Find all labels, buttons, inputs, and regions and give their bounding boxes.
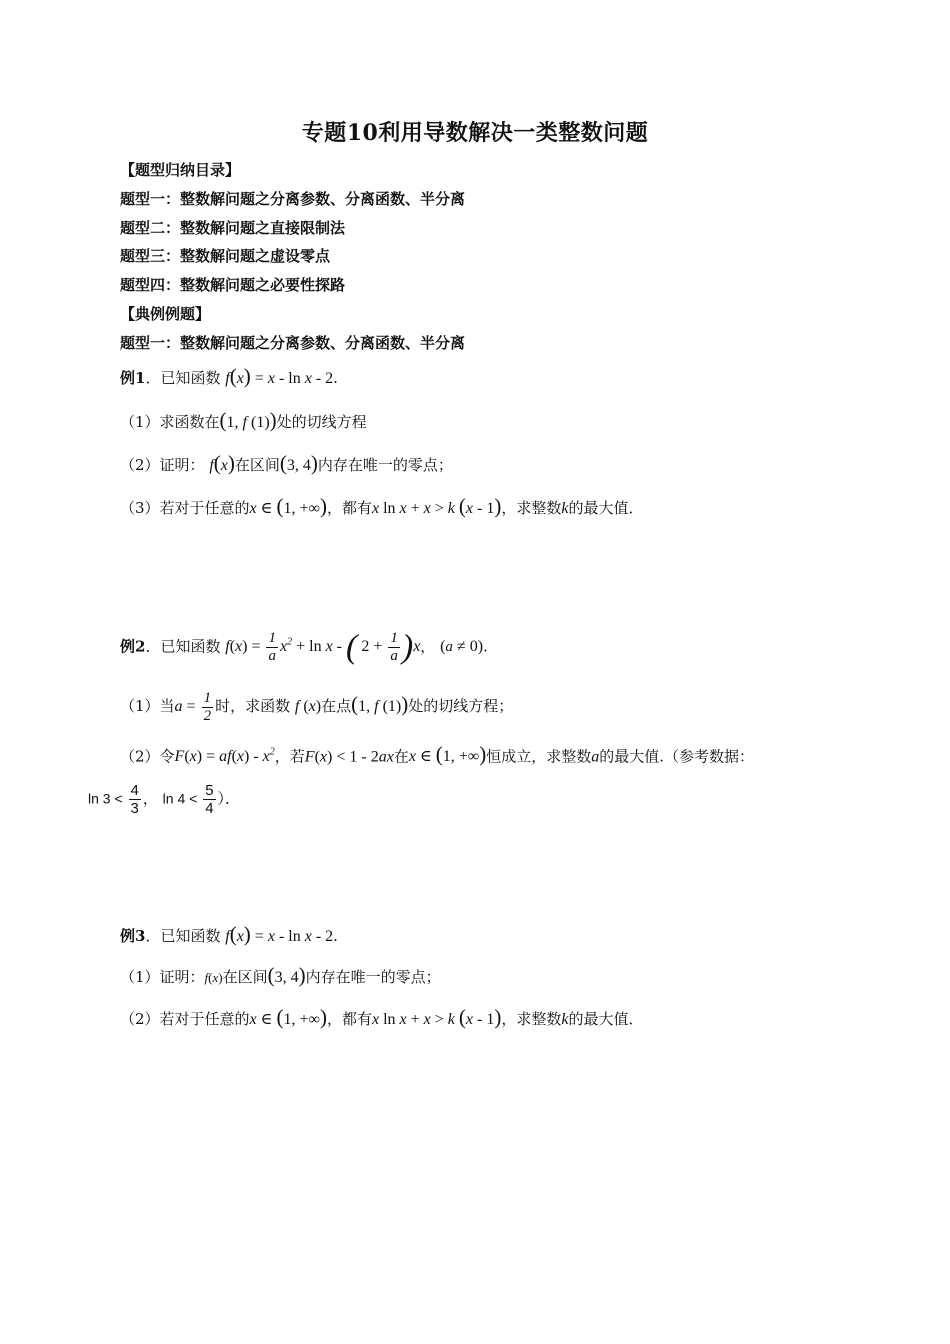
ex1-q2: （2）证明： f(x)在区间(3, 4)内存在唯一的零点； (120, 451, 453, 475)
ex1-statement: 例1．已知函数 f(x) = x - ln x - 2. (120, 364, 338, 388)
ex2-reference-data: ln 3 < $\frac{4}{3}$ ， ln 4 < $\frac{5}{4}$ ）． (88, 782, 241, 817)
ex2-formula: f(x) = $\frac{1}{a}$ $x^2 + \ln x$ - ( 2 + $\frac{1}{a}$ )x (225, 628, 421, 666)
ex3-label: 例3 (120, 927, 146, 945)
page-title: 专题10利用导数解决一类整数问题 (301, 120, 649, 146)
ex2-statement: 例2．已知函数 f(x) = $\frac{1}{a}$ $x^2 + \ln x$ - ( 2 + $\frac{1}{a}$ )x， (a ≠ 0). (120, 628, 488, 666)
ex2-label: 例2 (120, 637, 146, 656)
ex3-q1: （1）证明：f(x)在区间(3, 4)内存在唯一的零点； (120, 963, 441, 987)
examples-heading: 【典例例题】 (120, 305, 211, 323)
ex3-formula: f(x) = x - ln x - 2 (225, 922, 334, 946)
type1-heading: 题型一：整数解问题之分离参数、分离函数、半分离 (120, 334, 466, 352)
ex3-statement: 例3．已知函数 f(x) = x - ln x - 2. (120, 922, 338, 946)
ex1-q1: （1）求函数在(1, f (1))处的切线方程 (120, 408, 367, 432)
ex1-formula: f(x) = x - ln x - 2 (225, 364, 334, 388)
toc-heading: 【题型归纳目录】 (120, 161, 241, 179)
ex3-q2: （2）若对于任意的x ∈ (1, +∞)，都有x ln x + x > k (x - 1)，求整数k的最大值． (120, 1005, 644, 1029)
toc-item-3: 题型三：整数解问题之虚设零点 (120, 247, 331, 265)
ex1-q3: （3）若对于任意的x ∈ (1, +∞)，都有x ln x + x > k (x - 1)，求整数k的最大值． (120, 494, 644, 518)
ex2-q1: （1）当a = $\frac{1}{2}$ 时，求函数 f (x)在点(1, f (1))处的切线方程； (120, 690, 514, 724)
toc-item-4: 题型四：整数解问题之必要性探路 (120, 276, 346, 294)
toc-item-1: 题型一：整数解问题之分离参数、分离函数、半分离 (120, 190, 466, 208)
ex1-label: 例1 (120, 369, 146, 387)
ex2-q2: （2）令$F(x) = af(x) - x^2$，若F(x) < 1 - 2ax在x ∈ (1, +∞)恒成立，求整数a的最大值.（参考数据： (120, 742, 755, 767)
ex1-point: (1, f (1)) (219, 408, 277, 432)
toc-item-2: 题型二：整数解问题之直接限制法 (120, 219, 346, 237)
